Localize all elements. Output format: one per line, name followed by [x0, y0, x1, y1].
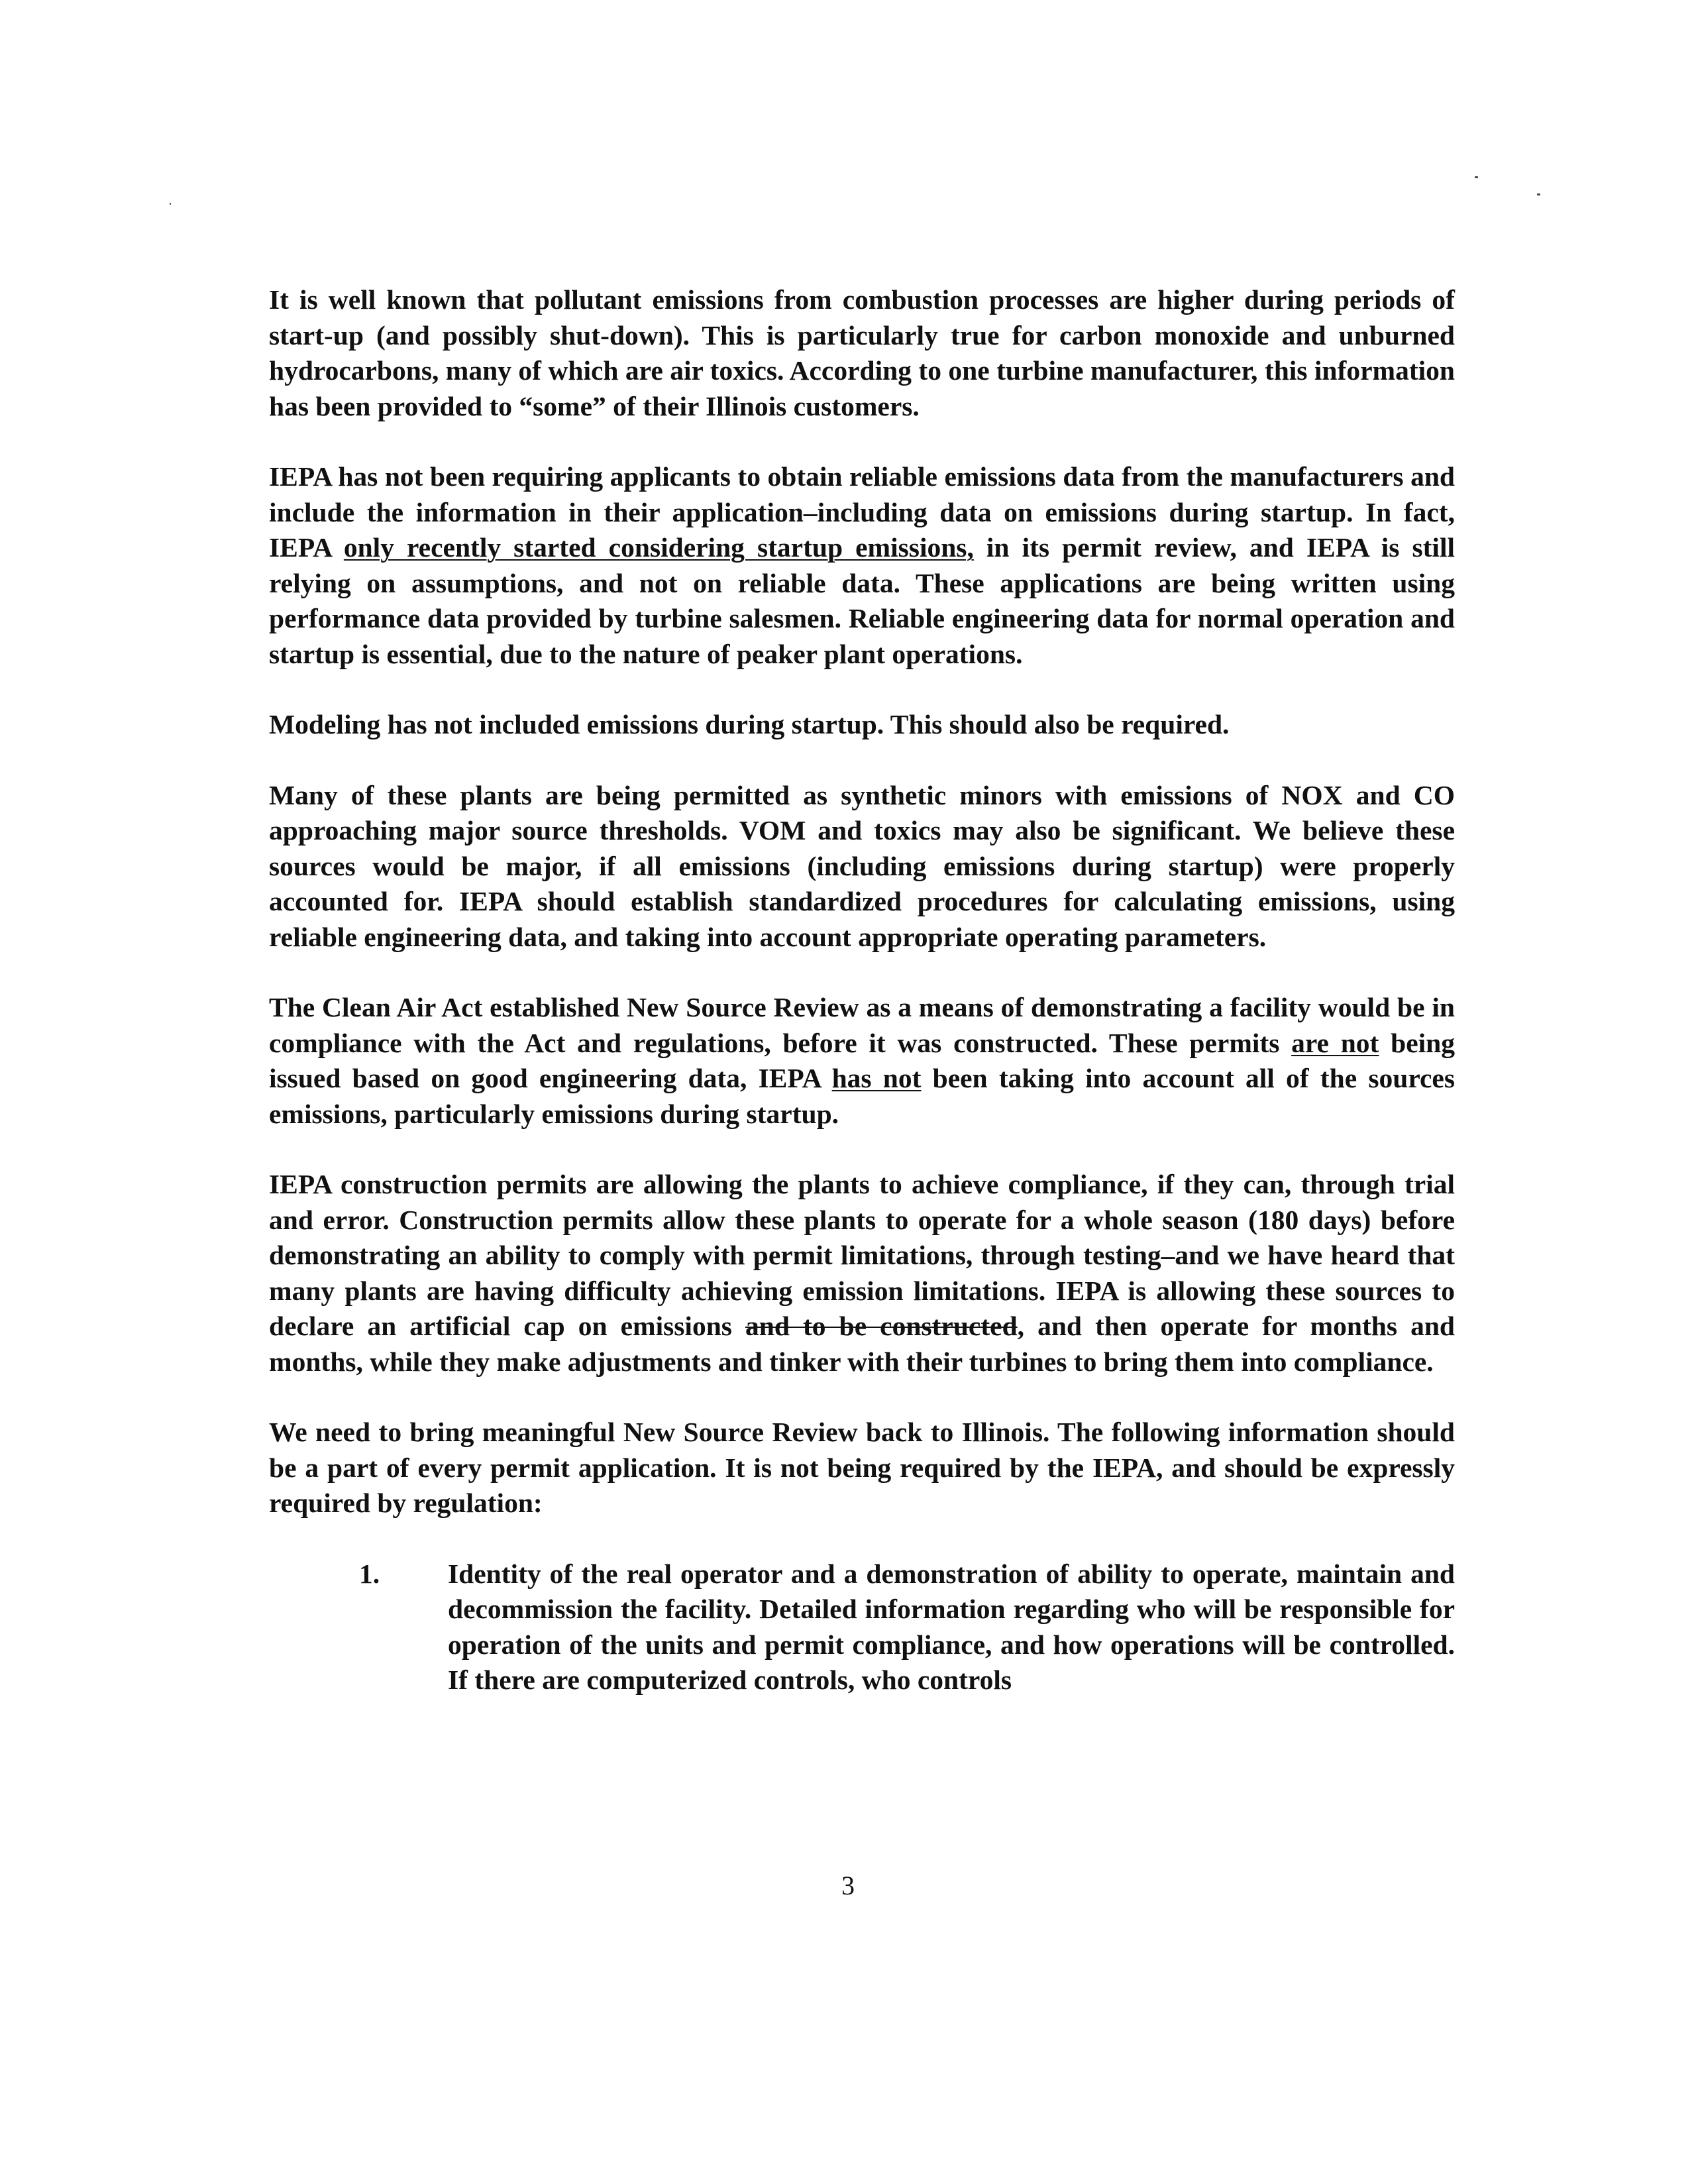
paragraph-text: in its permit review, and IEPA is still relying on assumptions, and not on reliable data. These applications are being written using performance data provided by turbine salesmen. Reliable engineering data for normal operation and startup is essential, due to the nature of peaker plant operations. [269, 532, 1456, 669]
list-item [359, 1556, 1455, 1698]
paragraph-new-source-review: We need to bring meaningful New Source Review back to Illinois. The following information should be a part of every permit application. It is not being required by the IEPA, and should be expressly required by regulation: [269, 1417, 1455, 1518]
underlined-text: has not [831, 1063, 922, 1093]
paragraph-clean-air-act [269, 990, 1455, 1132]
paragraph-text: IEPA has not been requiring applicants to obtain reliable emissions data from the manufacturers and include the information in their application–including data on emissions during startup. In fact, IEPA [269, 461, 1455, 563]
document-body [269, 282, 1455, 1698]
list-item-number: 1. [359, 1558, 380, 1589]
paragraph-startup-emissions: It is well known that pollutant emissions from combustion processes are higher during periods of start-up (and possibly shut-down). This is particularly true for carbon monoxide and unburned hydrocarbons, many of which are air toxics. According to one turbine manufacturer, this information has been provided to “some” of their Illinois customers. [269, 284, 1455, 421]
underlined-text: only recently started considering startup emissions, [343, 532, 974, 563]
scan-speck [170, 203, 171, 205]
page-number: 3 [841, 1871, 855, 1900]
paragraph-construction-permits [269, 1167, 1455, 1380]
paragraph-text: IEPA construction permits are allowing the plants to achieve compliance, if they can, through trial and error. Construction permits allow these plants to operate for a whole season (180 days) before demonstrating an ability to comply with permit limitations, through testing–and we have heard that many plants are having difficulty achieving emission limitations. IEPA is allowing these sources to declare an artificial cap on emissions [269, 1169, 1455, 1341]
paragraph-text: , and then operate for months and months, while they make adjustments and tinker with their turbines to bring them into compliance. [269, 1311, 1455, 1377]
scan-speck [1537, 193, 1540, 195]
paragraph-text: being issued based on good engineering data, IEPA [269, 1027, 1455, 1093]
paragraph-modeling: Modeling has not included emissions during startup. This should also be required. [269, 709, 1230, 739]
list-item-text: Identity of the real operator and a demonstration of ability to operate, maintain and decommission the facility. Detailed information regarding who will be responsible for operation of the units and permit compliance, and how operations will be controlled. If there are computerized controls, who controls [448, 1558, 1455, 1695]
scan-speck [1475, 176, 1478, 178]
paragraph-text: been taking into account all of the sources emissions, particularly emissions during startup. [269, 1063, 1455, 1129]
struck-text: and to be constructed [745, 1311, 1018, 1341]
paragraph-text: The Clean Air Act established New Source Review as a means of demonstrating a facility would be in compliance with the Act and regulations, before it was constructed. These permits [269, 992, 1455, 1058]
paragraph-iepa-requirements [269, 459, 1455, 672]
underlined-text: are not [1291, 1027, 1379, 1058]
paragraph-synthetic-minors: Many of these plants are being permitted as synthetic minors with emissions of NOX and CO approaching major source thresholds. VOM and toxics may also be significant. We believe these sources would be major, if all emissions (including emissions during startup) were properly accounted for. IEPA should establish standardized procedures for calculating emissions, using reliable engineering data, and taking into account appropriate operating parameters. [269, 779, 1455, 952]
